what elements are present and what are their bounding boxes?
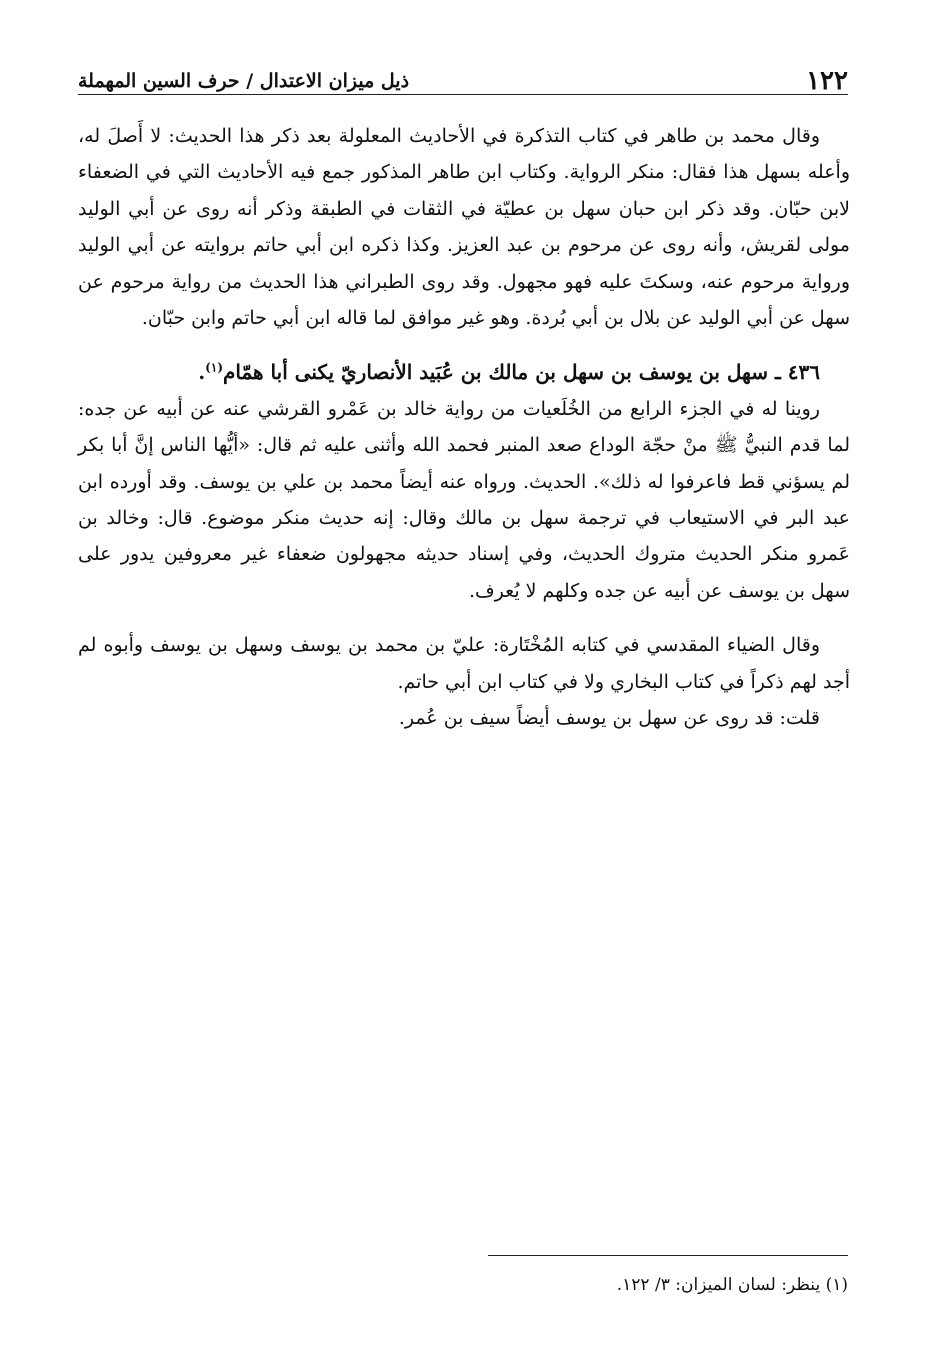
footnote-marker: (١) [205,360,223,375]
running-title: ذيل ميزان الاعتدال / حرف السين المهملة [78,70,410,92]
footnote: (١) ينظر: لسان الميزان: ٣/ ١٢٢. [616,1275,848,1295]
entry-heading-end: . [198,360,206,385]
paragraph-1: وقال محمد بن طاهر في كتاب التذكرة في الأحاديث المعلولة بعد ذكر هذا الحديث: لا أَصلَ له، وأعله بسهل هذا فقال: منكر الرواية. وكتاب ابن طاهر المذكور جمع فيه الأحاديث التي في الضعفاء لابن حبّان. وقد ذكر ابن حبان سهل بن عطيّة في الثقات في الطبقة وذكر أنه روى عن أبي الوليد مولى لقريش، وأنه روى عن مرحوم بن عبد العزيز. وكذا ذكره ابن أبي حاتم بروايته عن أبي الوليد ورواية مرحوم عنه، وسكتَ عليه فهو مجهول. وقد روى الطبراني هذا الحديث من رواية مرحوم عن سهل عن أبي الوليد عن بلال بن أبي بُردة. وهو غير موافق لما قاله ابن أبي حاتم وابن حبّان. [78,125,850,330]
entry-title: ٤٣٦ ـ سهل بن يوسف بن سهل بن مالك بن عُبَيد الأنصاريّ يكنى أبا همّام [223,360,820,385]
spacer [78,336,850,354]
paragraph-3: وقال الضياء المقدسي في كتابه المُخْتَارة: عليّ بن محمد بن يوسف وسهل بن يوسف وأبوه لم أجد لهم ذكراً في كتاب البخاري ولا في كتاب ابن أبي حاتم. [78,634,850,693]
footnote-rule [488,1255,848,1256]
paragraph-4: قلت: قد روى عن سهل بن يوسف أيضاً سيف بن عُمر. [398,707,820,730]
page-header [78,64,848,104]
entry-heading [78,354,850,390]
header-rule [78,94,848,95]
spacer [78,609,850,627]
paragraph-2: روينا له في الجزء الرابع من الخُلَعيات من رواية خالد بن عَمْرو القرشي عنه عن أبيه عن جده: لما قدم النبيُّ ﷺ منْ حجّة الوداع صعد المنبر فحمد الله وأثنى عليه ثم قال: «أيُّها الناس إنَّ أبا بكر لم يسؤني قط فاعرفوا له ذلك». الحديث. ورواه عنه أيضاً محمد بن علي بن يوسف. وقد أورده ابن عبد البر في الاستيعاب في ترجمة سهل بن مالك وقال: إنه حديث منكر موضوع. قال: وخالد بن عَمرو منكر الحديث متروك الحديث، وفي إسناد حديثه مجهولون ضعفاء غير معروفين يدور على سهل بن يوسف عن أبيه عن جده وكلهم لا يُعرف. [78,397,850,602]
main-text [78,118,850,737]
page-number: ١٢٢ [806,66,848,96]
